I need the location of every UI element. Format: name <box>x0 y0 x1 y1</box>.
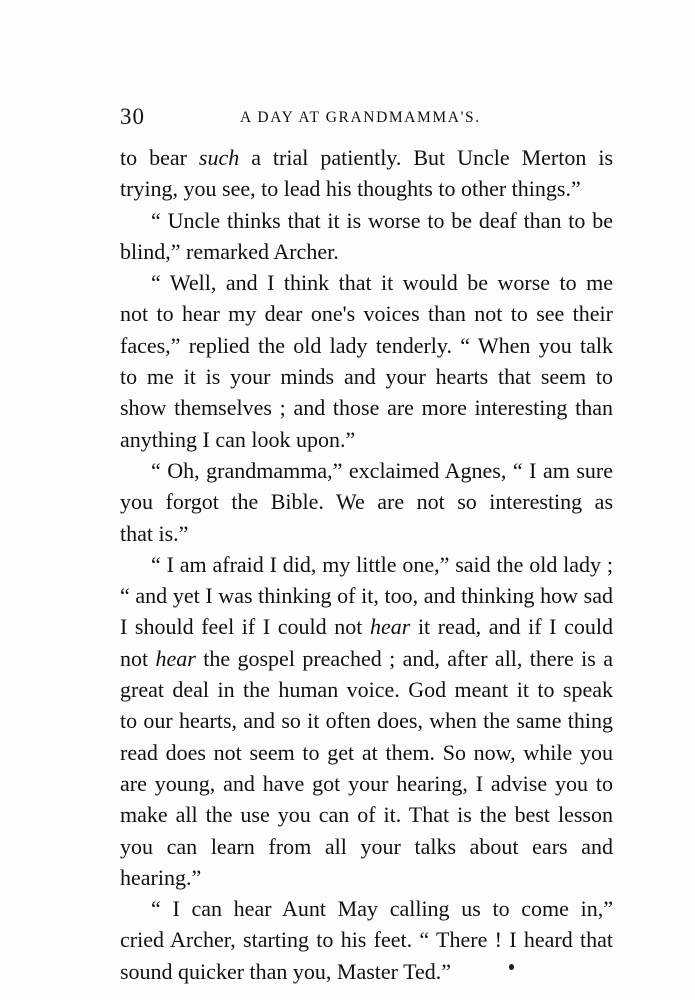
text-segment: not <box>120 645 156 671</box>
text-line <box>120 236 613 267</box>
text-segment: make all the use you can of it. That is the best lesson <box>120 802 613 828</box>
text-segment: blind,” remarked Archer. <box>120 238 339 264</box>
text-line <box>120 486 613 517</box>
paragraph <box>120 267 613 455</box>
text-body <box>120 142 613 987</box>
text-line <box>120 580 613 611</box>
text-segment: you can learn from all your talks about ears and <box>120 833 613 859</box>
text-line <box>120 455 613 486</box>
paragraph <box>120 142 613 205</box>
text-segment: I should feel if I could not <box>120 614 370 640</box>
text-segment: you forgot the Bible. We are not so interesting as <box>120 489 613 515</box>
running-title: A DAY AT GRANDMAMMA'S. <box>240 109 481 126</box>
text-segment: it read, and if I could <box>410 614 613 640</box>
running-head <box>120 104 614 132</box>
text-segment: hearing.” <box>120 864 202 890</box>
text-line <box>120 737 613 768</box>
text-segment: sound quicker than you, Master Ted.” <box>120 958 452 984</box>
italic-text: hear <box>155 645 196 671</box>
text-segment: are young, and have got your hearing, I advise you to <box>120 770 613 796</box>
text-line <box>120 611 613 642</box>
text-line <box>120 862 613 893</box>
text-segment: to me it is your minds and your hearts that seem to <box>120 364 613 390</box>
text-line <box>120 298 613 329</box>
text-line <box>120 518 613 549</box>
text-line <box>120 173 613 204</box>
text-line <box>120 831 613 862</box>
text-segment: great deal in the human voice. God meant it to speak <box>120 677 613 703</box>
text-segment: the gospel preached ; and, after all, there is a <box>195 645 613 671</box>
ink-speck <box>509 964 514 970</box>
text-segment: not to hear my dear one's voices than not to see their <box>120 301 613 327</box>
text-segment: “ and yet I was thinking of it, too, and thinking how sad <box>120 583 613 609</box>
text-segment: anything I can look upon.” <box>120 426 356 452</box>
text-segment: “ I am afraid I did, my little one,” said the old lady ; <box>151 551 613 577</box>
text-segment: “ Oh, grandmamma,” exclaimed Agnes, “ I am sure <box>151 457 613 483</box>
italic-text: such <box>198 145 240 170</box>
text-line <box>120 267 613 298</box>
text-line <box>120 799 613 830</box>
text-line <box>120 392 613 423</box>
text-segment: “ Uncle thinks that it is worse to be deaf than to be <box>151 207 613 233</box>
text-segment: faces,” replied the old lady tenderly. “ When you talk <box>120 332 613 358</box>
text-segment: that is.” <box>120 520 189 546</box>
text-line <box>120 893 613 924</box>
text-segment: to bear <box>120 145 199 170</box>
text-segment: “ I can hear Aunt May calling us to come in,” <box>151 896 613 922</box>
text-line <box>120 330 613 361</box>
paragraph <box>120 455 613 549</box>
text-line <box>120 643 613 674</box>
text-line <box>120 674 613 705</box>
text-line <box>120 549 613 580</box>
text-segment: read does not seem to get at them. So now, while you <box>120 739 613 765</box>
text-segment: show themselves ; and those are more interesting than <box>120 395 613 421</box>
text-segment: to our hearts, and so it often does, when the same thing <box>120 708 613 734</box>
text-segment: a trial patiently. But Uncle Merton is <box>239 145 613 170</box>
text-segment: trying, you see, to lead his thoughts to other things.” <box>120 176 581 202</box>
text-segment: cried Archer, starting to his feet. “ There ! I heard that <box>120 927 613 953</box>
text-segment: “ Well, and I think that it would be worse to me <box>151 270 613 296</box>
text-line <box>120 205 613 236</box>
page-number: 30 <box>120 104 145 129</box>
text-line <box>120 424 613 455</box>
text-line <box>120 142 613 173</box>
text-line <box>120 956 613 987</box>
paragraph <box>120 205 613 268</box>
italic-text: hear <box>370 614 411 640</box>
paragraph <box>120 893 613 987</box>
text-line <box>120 705 613 736</box>
text-line <box>120 768 613 799</box>
paragraph <box>120 549 613 893</box>
text-line <box>120 924 613 955</box>
text-line <box>120 361 613 392</box>
